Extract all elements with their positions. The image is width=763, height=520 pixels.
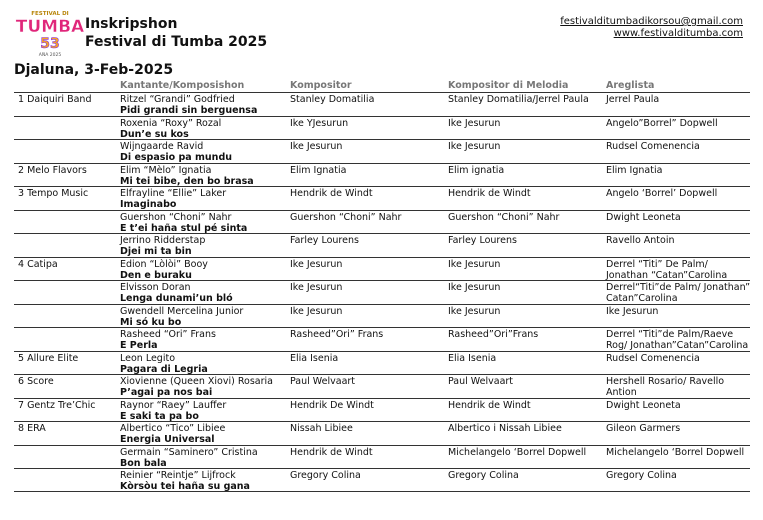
- arranger: Ravello Antoin: [606, 235, 675, 246]
- singer-song-cell: [120, 94, 284, 116]
- table-header: [0, 80, 763, 92]
- arranger: Ike Jesurun: [606, 305, 659, 317]
- singer-song-cell: [120, 329, 284, 351]
- table-row: [14, 421, 750, 445]
- singer-name: Guershon “Choni” Nahr: [120, 211, 232, 223]
- song-title: Pagara di Legria: [120, 363, 208, 375]
- group-name: 3 Tempo Music: [18, 188, 89, 199]
- festival-logo: [15, 8, 85, 58]
- table-row: [14, 116, 750, 140]
- table-row: [14, 257, 750, 281]
- singer-name: Reinier “Reintje” Lijfrock: [120, 470, 236, 481]
- table-row: [14, 92, 750, 116]
- melody-composer: Guershon “Choni” Nahr: [448, 211, 560, 223]
- table-row: [14, 468, 750, 492]
- song-title: Di espasio pa mundu: [120, 152, 233, 163]
- melody-composer: Hendrik de Windt: [448, 188, 531, 199]
- song-title: Dun’e su kos: [120, 128, 189, 140]
- logo-sub-text: AÑA 2025: [38, 53, 62, 58]
- melody-composer: Hendrik de Windt: [448, 399, 531, 411]
- singer-name: Albertico “Tico” Libiee: [120, 423, 226, 434]
- page-title-line1: Inskripshon: [85, 16, 178, 32]
- singer-name: Wijngaarde Ravid: [120, 141, 204, 152]
- table-row: [14, 210, 750, 234]
- composer: Hendrik de Windt: [290, 446, 373, 458]
- table-row: [14, 398, 750, 422]
- table-row: [14, 304, 750, 328]
- composer: Paul Welvaart: [290, 376, 356, 387]
- arranger: Elim Ignatia: [606, 164, 663, 176]
- singer-name: Xiovienne (Queen Xiovi) Rosaria: [120, 376, 273, 387]
- group-name: 8 ERA: [18, 423, 46, 434]
- melody-composer: Ike Jesurun: [448, 258, 501, 270]
- table-row: [14, 280, 750, 304]
- melody-composer: Paul Welvaart: [448, 376, 514, 387]
- singer-name: Elvisson Doran: [120, 282, 191, 293]
- email-link[interactable]: festivalditumbadikorsou@gmail.com: [560, 16, 743, 27]
- composer: Ike YJesurun: [290, 117, 349, 129]
- singer-name: Raynor “Raey” Lauffer: [120, 399, 227, 411]
- singer-song-cell: [120, 165, 284, 187]
- melody-composer: Rasheed”Ori”Frans: [448, 329, 539, 340]
- song-title: Djei mi ta bin: [120, 246, 192, 257]
- singer-song-cell: [120, 470, 284, 492]
- composer: Ike Jesurun: [290, 282, 343, 293]
- singer-name: Gwendell Mercelina Junior: [120, 305, 244, 317]
- composer: Hendrik De Windt: [290, 399, 374, 411]
- table-row: [14, 139, 750, 163]
- entries-table: [14, 92, 750, 492]
- arranger: Jerrel Paula: [606, 94, 660, 105]
- composer: Ike Jesurun: [290, 305, 343, 317]
- arranger: Angelo ‘Borrel’ Dopwell: [606, 188, 718, 199]
- logo-number: 53: [40, 36, 60, 52]
- column-header-arranger: Areglista: [606, 80, 655, 91]
- column-header-composer: Kompositor: [290, 80, 352, 91]
- song-title: E Perla: [120, 340, 158, 351]
- composer: Rasheed”Ori” Frans: [290, 329, 384, 340]
- song-title: P’agai pa nos bai: [120, 387, 213, 398]
- melody-composer: Farley Lourens: [448, 235, 517, 246]
- group-name: 7 Gentz Tre’Chic: [18, 399, 96, 411]
- singer-name: Leon Legito: [120, 352, 176, 364]
- song-title: Energia Universal: [120, 434, 215, 445]
- singer-name: Edion “Lòlòi” Booy: [120, 258, 208, 270]
- group-name: 1 Daiquiri Band: [18, 94, 92, 105]
- singer-song-cell: [120, 259, 284, 281]
- website-link[interactable]: www.festivalditumba.com: [613, 28, 743, 39]
- singer-name: Ritzel “Grandi” Godfried: [120, 94, 235, 105]
- table-row: [14, 186, 750, 210]
- table-row: [14, 445, 750, 469]
- table-row: [14, 163, 750, 187]
- song-title: Mi só ku bo: [120, 316, 182, 328]
- singer-name: Jerrino Ridderstap: [120, 235, 206, 246]
- singer-name: Elim “Mèlo” Ignatia: [120, 164, 212, 176]
- arranger: Gileon Garmers: [606, 423, 681, 434]
- singer-song-cell: [120, 282, 284, 304]
- melody-composer: Albertico i Nissah Libiee: [448, 423, 562, 434]
- table-row: [14, 233, 750, 257]
- composer: Farley Lourens: [290, 235, 359, 246]
- logo-main-text: TUMBA: [15, 17, 85, 37]
- singer-name: Roxenia “Roxy” Rozal: [120, 117, 222, 129]
- singer-song-cell: [120, 353, 284, 375]
- table-row: [14, 327, 750, 351]
- arranger: Michelangelo ‘Borrel Dopwell: [606, 446, 745, 458]
- composer: Ike Jesurun: [290, 258, 343, 270]
- melody-composer: Ike Jesurun: [448, 117, 501, 129]
- event-date: Djaluna, 3-Feb-2025: [14, 62, 174, 78]
- singer-song-cell: [120, 447, 284, 469]
- column-header-melody-composer: Kompositor di Melodia: [448, 80, 569, 91]
- composer: Elim Ignatia: [290, 164, 347, 176]
- singer-song-cell: [120, 118, 284, 140]
- singer-song-cell: [120, 235, 284, 257]
- singer-song-cell: [120, 400, 284, 422]
- melody-composer: Stanley Domatilia/Jerrel Paula: [448, 94, 589, 105]
- melody-composer: Michelangelo ‘Borrel Dopwell: [448, 446, 587, 458]
- arranger: Dwight Leoneta: [606, 399, 681, 411]
- song-title: Lenga dunami’un bló: [120, 293, 233, 304]
- melody-composer: Ike Jesurun: [448, 305, 501, 317]
- singer-song-cell: [120, 188, 284, 210]
- composer: Nissah Libiee: [290, 423, 353, 434]
- arranger: Gregory Colina: [606, 470, 677, 481]
- composer: Hendrik de Windt: [290, 188, 373, 199]
- melody-composer: Elim ignatia: [448, 164, 505, 176]
- melody-composer: Elia Isenia: [448, 352, 497, 364]
- group-name: 2 Melo Flavors: [18, 164, 87, 176]
- singer-song-cell: [120, 212, 284, 234]
- logo-top-text: FESTIVAL DI: [31, 11, 69, 17]
- composer: Gregory Colina: [290, 470, 361, 481]
- group-name: 4 Catipa: [18, 258, 58, 270]
- composer: Stanley Domatilia: [290, 94, 375, 105]
- singer-name: Rasheed “Ori” Frans: [120, 329, 216, 340]
- song-title: E saki ta pa bo: [120, 410, 199, 422]
- song-title: Bon bala: [120, 457, 167, 469]
- composer: Ike Jesurun: [290, 141, 343, 152]
- singer-song-cell: [120, 376, 284, 398]
- arranger: Derrel“Titi”de Palm/ Jonathan” Catan”Carolina: [606, 282, 751, 304]
- arranger: Derrel “Titi”de Palm/Raeve Rog/ Jonathan”Catan”Carolina: [606, 329, 749, 351]
- table-row: [14, 351, 750, 375]
- song-title: Mi tei bibe, den bo brasa: [120, 175, 254, 187]
- song-title: Imaginabo: [120, 199, 177, 210]
- group-name: 5 Allure Elite: [18, 352, 79, 364]
- group-name: 6 Score: [18, 376, 54, 387]
- arranger: Hershell Rosario/ Ravello Antion: [606, 376, 725, 398]
- melody-composer: Ike Jesurun: [448, 282, 501, 293]
- arranger: Derrel “Titi” De Palm/ Jonathan “Catan”Carolina: [606, 258, 728, 281]
- contact-block: [560, 16, 743, 40]
- arranger: Angelo”Borrel” Dopwell: [606, 117, 718, 129]
- singer-song-cell: [120, 423, 284, 445]
- song-title: Kòrsòu tei haña su gana: [120, 481, 250, 492]
- song-title: Pidi grandi sin berguensa: [120, 105, 258, 116]
- arranger: Rudsel Comenencia: [606, 352, 700, 364]
- composer: Elia Isenia: [290, 352, 339, 364]
- song-title: Den e buraku: [120, 269, 192, 281]
- singer-name: Germain “Saminero” Cristina: [120, 446, 258, 458]
- melody-composer: Gregory Colina: [448, 470, 519, 481]
- page-title-line2: Festival di Tumba 2025: [85, 34, 268, 50]
- column-header-singer: Kantante/Komposishon: [120, 80, 245, 91]
- singer-song-cell: [120, 141, 284, 163]
- melody-composer: Ike Jesurun: [448, 141, 501, 152]
- arranger: Rudsel Comenencia: [606, 141, 700, 152]
- table-row: [14, 374, 750, 398]
- composer: Guershon “Choni” Nahr: [290, 211, 402, 223]
- song-title: E t’ei haña stul pé sinta: [120, 222, 248, 234]
- arranger: Dwight Leoneta: [606, 211, 681, 223]
- singer-name: Elfrayline “Ellie” Laker: [120, 188, 227, 199]
- singer-song-cell: [120, 306, 284, 328]
